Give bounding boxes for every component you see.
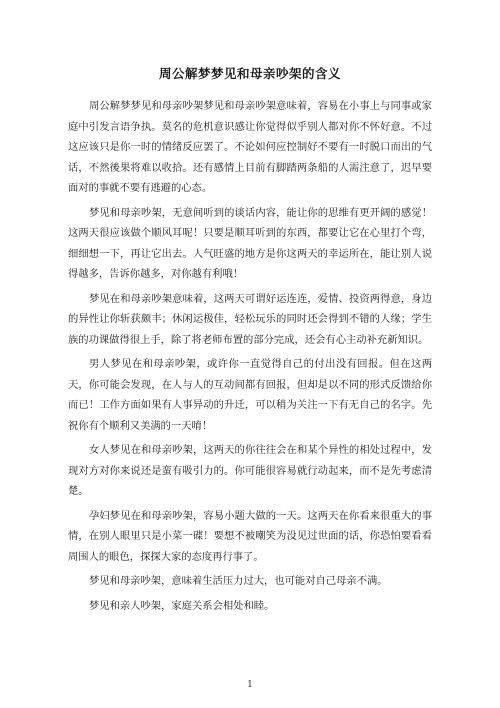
paragraph-3: 梦见在和母亲吵架意味着，这两天可谓好运连连，爱情、投资两得意，身边的异性让你斩获颇丰；休闲运极佳，轻松玩乐的同时还会得到不错的人缘；学生族的功课做得很上手，除了将老师布置的部分完成，还会有心主动补充新知识。 — [68, 292, 432, 346]
paragraph-7: 梦见和母亲吵架，意味着生活压力过大，也可能对自己母亲不满。 — [89, 575, 388, 587]
page-number: 1 — [247, 680, 253, 690]
paragraph-1: 周公解梦梦见和母亲吵架梦见和母亲吵架意味着，容易在小事上与同事或家庭中引发言语争执。莫名的危机意识感让你觉得似乎别人都对你不怀好意。不过这应该只是你一时的情绪反应罢了。不论如何应控制好不要有一时脱口而出的气话，不然後果将难以收拾。还有感情上目前有脚踏两条船的人需注意了，迟早要面对的事就不要有逃避的心态。 — [68, 100, 432, 194]
paragraph-2: 梦见和母亲吵架，无意间听到的谈话内容，能让你的思维有更开阔的感觉！这两天很应该做个顺风耳呢！只要是顺耳听到的东西，都要让它在心里打个弯，细细想一下，再让它出去。人气旺盛的地方是你这两天的幸运所在，能让别人说得越多，告诉你越多，对你越有利哦！ — [68, 206, 432, 280]
paragraph-5: 女人梦见在和母亲吵架，这两天的你往往会在和某个异性的相处过程中，发现对方对你来说还是蛮有吸引力的。你可能很容易就行动起来，而不是先考虑清楚。 — [68, 444, 432, 497]
paragraph-8: 梦见和亲人吵架，家庭关系会相处和睦。 — [89, 599, 275, 612]
paragraph-4: 男人梦见在和母亲吵架，或许你一直觉得自己的付出没有回报。但在这两天，你可能会发现，在人与人的互动间都有回报，但却是以不同的形式反馈给你而已！工作方面如果有人事异动的升迁，可以稍为关注一下有无自己的名字。先祝你有个顺利又美满的一天唷！ — [68, 358, 432, 432]
document-title: 周公解梦梦见和母亲吵架的含义 — [158, 66, 341, 81]
paragraph-6: 孕妇梦见在和母亲吵架，容易小题大做的一天。这两天在你看来很重大的事情，在别人眼里只是小菜一碟！要想不被嘲笑为没见过世面的话，你恐怕要看看周围人的眼色，探探大家的态度再行事了。 — [68, 509, 432, 563]
